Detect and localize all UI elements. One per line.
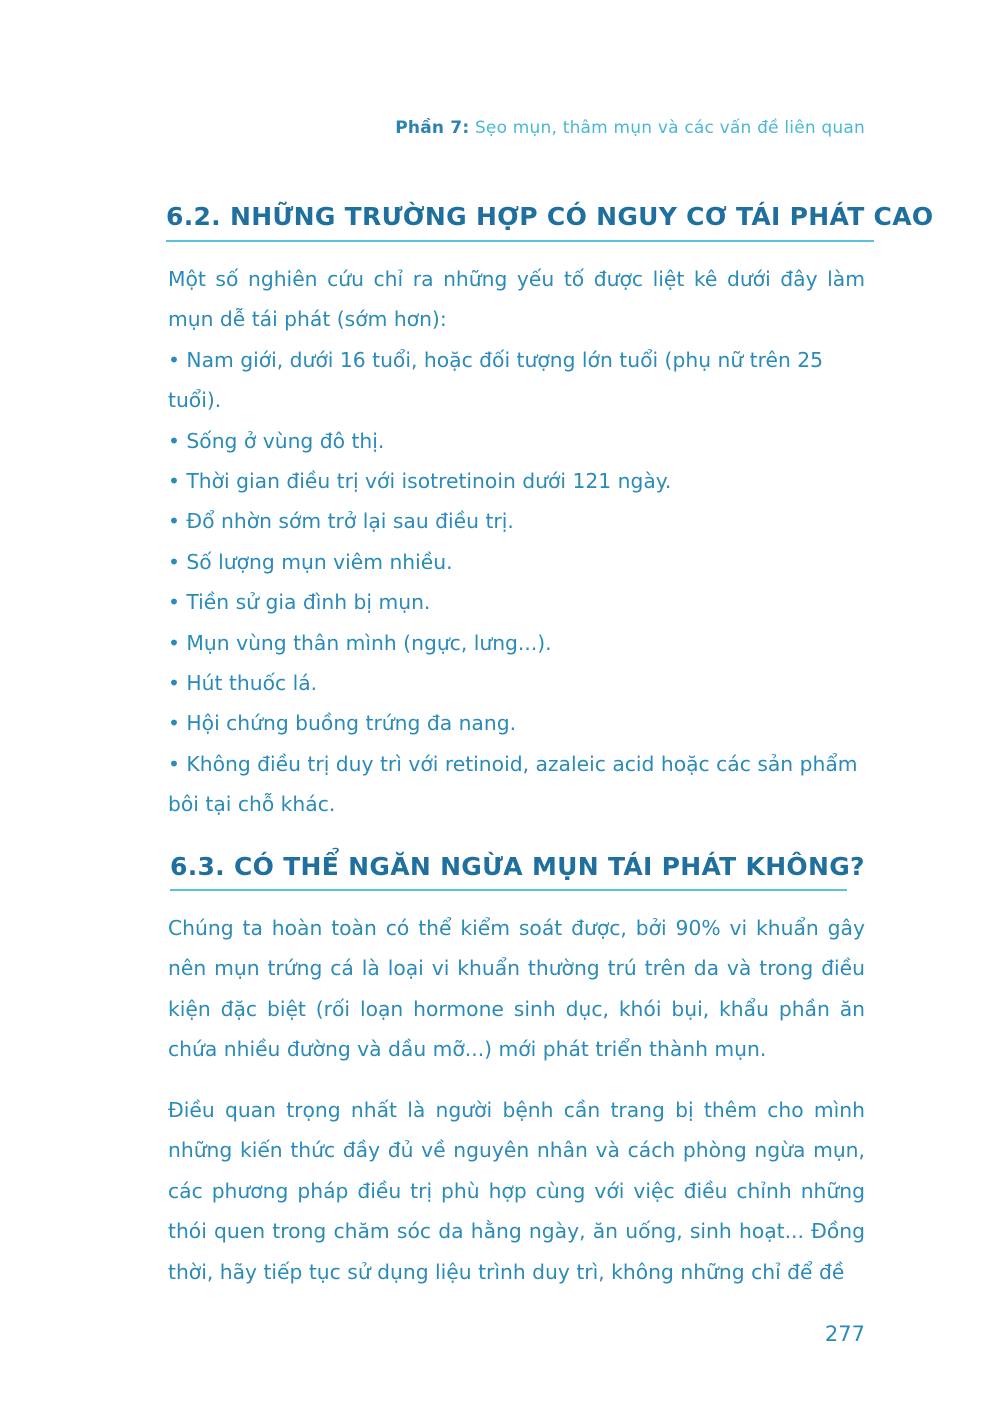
risk-factor-item: • Đổ nhờn sớm trở lại sau điều trị. xyxy=(168,509,514,534)
risk-factor-item: • Số lượng mụn viêm nhiều. xyxy=(168,549,453,574)
part-title: Sẹo mụn, thâm mụn và các vấn đề liên quan xyxy=(474,118,865,138)
section-6-2-title: 6.2. NHỮNG TRƯỜNG HỢP CÓ NGUY CƠ TÁI PHÁT CAO xyxy=(166,202,934,231)
risk-factor-item: • Mụn vùng thân mình (ngực, lưng...). xyxy=(168,630,552,655)
risk-factor-item: • Không điều trị duy trì với retinoid, azaleic acid hoặc các sản phẩm bôi tại chỗ khác. xyxy=(168,751,858,817)
section-6-2-underline xyxy=(166,240,874,242)
risk-factor-item: • Tiền sử gia đình bị mụn. xyxy=(168,590,431,615)
risk-factor-item: • Hội chứng buồng trứng đa nang. xyxy=(168,711,517,736)
section-6-2-body xyxy=(168,259,865,825)
risk-factor-item: • Sống ở vùng đô thị. xyxy=(168,428,385,453)
risk-factor-item: • Hút thuốc lá. xyxy=(168,671,318,696)
risk-factor-list xyxy=(168,340,865,825)
running-header xyxy=(395,118,865,138)
section-6-3-paragraph-1: Chúng ta hoàn toàn có thể kiểm soát được, bởi 90% vi khuẩn gây nên mụn trứng cá là loại vi khuẩn thường trú trên da và trong điều kiện đặc biệt (rối loạn hormone sinh dục, khói bụi, khẩu phần ăn chứa nhiều đường và dầu mỡ...) mới phát triển thành mụn. xyxy=(168,916,865,1062)
risk-factor-item: • Nam giới, dưới 16 tuổi, hoặc đối tượng lớn tuổi (phụ nữ trên 25 tuổi). xyxy=(168,347,824,413)
page-number: 277 xyxy=(824,1322,865,1346)
section-6-3-title: 6.3. CÓ THỂ NGĂN NGỪA MỤN TÁI PHÁT KHÔNG? xyxy=(170,852,865,881)
section-6-3-paragraph-2: Điều quan trọng nhất là người bệnh cần trang bị thêm cho mình những kiến thức đầy đủ về nguyên nhân và cách phòng ngừa mụn, các phương pháp điều trị phù hợp cùng với việc điều chỉnh những thói quen trong chăm sóc da hằng ngày, ăn uống, sinh hoạt... Đồng thời, hãy tiếp tục sử dụng liệu trình duy trì, không những chỉ để đề xyxy=(168,1098,865,1284)
risk-factor-item: • Thời gian điều trị với isotretinoin dưới 121 ngày. xyxy=(168,469,672,494)
section-6-2-intro: Một số nghiên cứu chỉ ra những yếu tố được liệt kê dưới đây làm mụn dễ tái phát (sớm hơn): xyxy=(168,267,865,332)
section-6-3-underline xyxy=(170,889,847,891)
part-label: Phần 7: xyxy=(395,118,470,138)
